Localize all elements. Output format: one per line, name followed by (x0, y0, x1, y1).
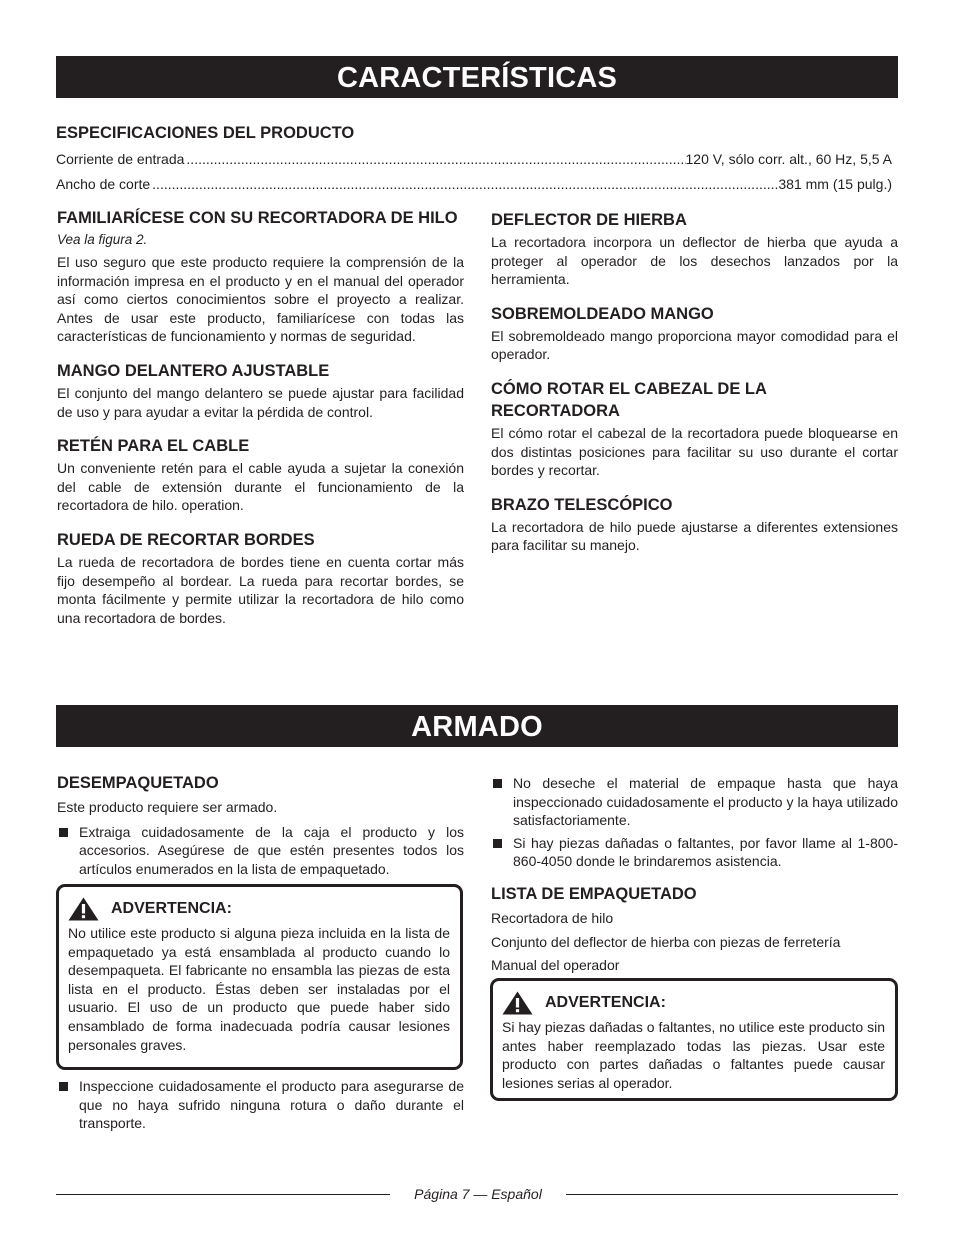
bullet-square-icon (59, 1082, 68, 1091)
unpacking-heading: DESEMPAQUETADO (57, 774, 219, 792)
feature-familiarize (57, 207, 464, 346)
feature-heading: SOBREMOLDEADO MANGO (491, 304, 714, 323)
packing-list-heading: LISTA DE EMPAQUETADO (491, 884, 697, 903)
unpacking-column (57, 772, 464, 882)
section-banner-caracteristicas: CARACTERÍSTICAS (56, 56, 898, 98)
warning-title: ADVERTENCIA: (111, 900, 232, 917)
feature-body: El conjunto del mango delantero se puede ajustar para facilidad de uso y para ayudar a evitar la pérdida de control. (57, 384, 464, 420)
list-item (57, 1077, 464, 1133)
spec-heading: ESPECIFICACIONES DEL PRODUCTO (56, 124, 355, 142)
feature-body: La rueda de recortadora de bordes tiene en cuenta cortar más fijo desempeño al bordear. La rueda para recortar bordes, se monta fácilmente y permite utilizar la recortadora de hilo como una recortadora de bordes. (57, 553, 464, 626)
bullet-square-icon (493, 779, 502, 788)
warning-body: No utilice este producto si alguna pieza incluida en la lista de empaquetado ya está ensamblada al producto cuando lo desempaqueta. El fabricante no ensambla las piezas de esta lista en el producto. Éstas deben ser instaladas por el usuario. El uso de un producto que puede haber sido ensamblado de forma inadecuada podría causar lesiones personales graves. (68, 925, 450, 1053)
spec-value: 381 mm (15 pulg.) (778, 176, 892, 192)
feature-telescopic-shaft (491, 494, 898, 555)
feature-heading: FAMILIARÍCESE CON SU RECORTADORA DE HILO (57, 209, 458, 227)
leader-dots (184, 150, 685, 168)
feature-heading: DEFLECTOR DE HIERBA (491, 211, 687, 229)
warning-box-assembled-parts (56, 884, 463, 1070)
bullet-text: No deseche el material de empaque hasta que haya inspeccionado cuidadosamente el producto y la haya utilizado satisfactoriamente. (513, 775, 898, 829)
features-right-column (491, 209, 898, 569)
spec-value: 120 V, sólo corr. alt., 60 Hz, 5,5 A (685, 151, 892, 167)
bullet-text: Si hay piezas dañadas o faltantes, por favor llame al 1-800-860-4050 donde le brindaremos asistencia. (513, 834, 898, 870)
bullet-square-icon (493, 839, 502, 848)
list-item (57, 823, 464, 879)
bullet-text: Inspeccione cuidadosamente el producto para asegurarse de que no haya sufrido ninguna rotura o daño durante el transporte. (79, 1078, 464, 1132)
feature-heading: CÓMO ROTAR EL CABEZAL DE LA RECORTADORA (491, 379, 767, 420)
feature-heading: RUEDA DE RECORTAR BORDES (57, 530, 315, 549)
feature-edger-wheel (57, 529, 464, 627)
spec-label: Corriente de entrada (56, 151, 185, 167)
feature-overmold-handle (491, 303, 898, 364)
feature-cord-retainer (57, 435, 464, 515)
feature-body: El cómo rotar el cabezal de la recortadora puede bloquearse en dos distintas posiciones para facilitar su uso durante el cortar bordes y recortar. (491, 424, 898, 479)
feature-heading: MANGO DELANTERO AJUSTABLE (57, 361, 330, 380)
packing-column (491, 774, 898, 980)
spec-row-input-current (56, 150, 892, 168)
list-item (491, 834, 898, 871)
feature-body: La recortadora incorpora un deflector de hierba que ayuda a proteger al operador de los desechos lanzados por la herramienta. (491, 234, 898, 288)
warning-header (502, 991, 885, 1015)
unpacking-bullet-inspect (57, 1077, 464, 1137)
feature-rotating-head (491, 378, 898, 480)
feature-grass-deflector (491, 209, 898, 289)
packing-list-item: Recortadora de hilo (491, 909, 614, 926)
spec-row-cut-width (56, 175, 892, 193)
feature-body: El uso seguro que este producto requiere la comprensión de la información impresa en el producto y en el manual del operador así como ciertos conocimientos sobre el proyecto a realizar. Antes de usar este producto, familiarícese con todas las características de funcionamiento y normas de seguridad. (57, 254, 464, 345)
feature-heading: RETÉN PARA EL CABLE (57, 437, 250, 456)
leader-dots (150, 175, 778, 193)
warning-triangle-icon (502, 991, 533, 1015)
feature-body: Un conveniente retén para el cable ayuda a sujetar la conexión del cable de extensión durante el funcionamiento de la recortadora de hilo. operation. (57, 460, 464, 514)
packing-list-item: Conjunto del deflector de hierba con piezas de ferretería (491, 933, 841, 950)
warning-title: ADVERTENCIA: (545, 994, 666, 1011)
warning-header (68, 897, 450, 921)
figure-note: Vea la figura 2. (57, 232, 148, 247)
warning-body: Si hay piezas dañadas o faltantes, no utilice este producto sin antes haber reemplazado todas las piezas. Usar este producto con partes dañadas o faltantes puede causar lesiones serias al operador. (502, 1019, 885, 1091)
bullet-text: Extraiga cuidadosamente de la caja el producto y los accesorios. Asegúrese de que estén presentes todos los artículos enumerados en la lista de empaquetado. (79, 823, 464, 877)
bullet-square-icon (59, 828, 68, 837)
section-banner-armado: ARMADO (56, 705, 898, 747)
footer-rule-right (566, 1194, 898, 1195)
features-left-column (57, 207, 464, 641)
warning-box-damaged-parts (490, 978, 898, 1101)
feature-heading: BRAZO TELESCÓPICO (491, 495, 673, 514)
page-footer: Página 7 — Español (414, 1186, 542, 1202)
warning-triangle-icon (68, 897, 99, 921)
feature-front-handle (57, 360, 464, 421)
packing-list-item: Manual del operador (491, 957, 620, 974)
footer-rule-left (56, 1194, 390, 1195)
spec-label: Ancho de corte (56, 176, 151, 192)
unpacking-intro: Este producto requiere ser armado. (57, 799, 278, 815)
list-item (491, 774, 898, 830)
feature-body: El sobremoldeado mango proporciona mayor comodidad para el operador. (491, 327, 898, 363)
feature-body: La recortadora de hilo puede ajustarse a diferentes extensiones para facilitar su manejo. (491, 518, 898, 554)
